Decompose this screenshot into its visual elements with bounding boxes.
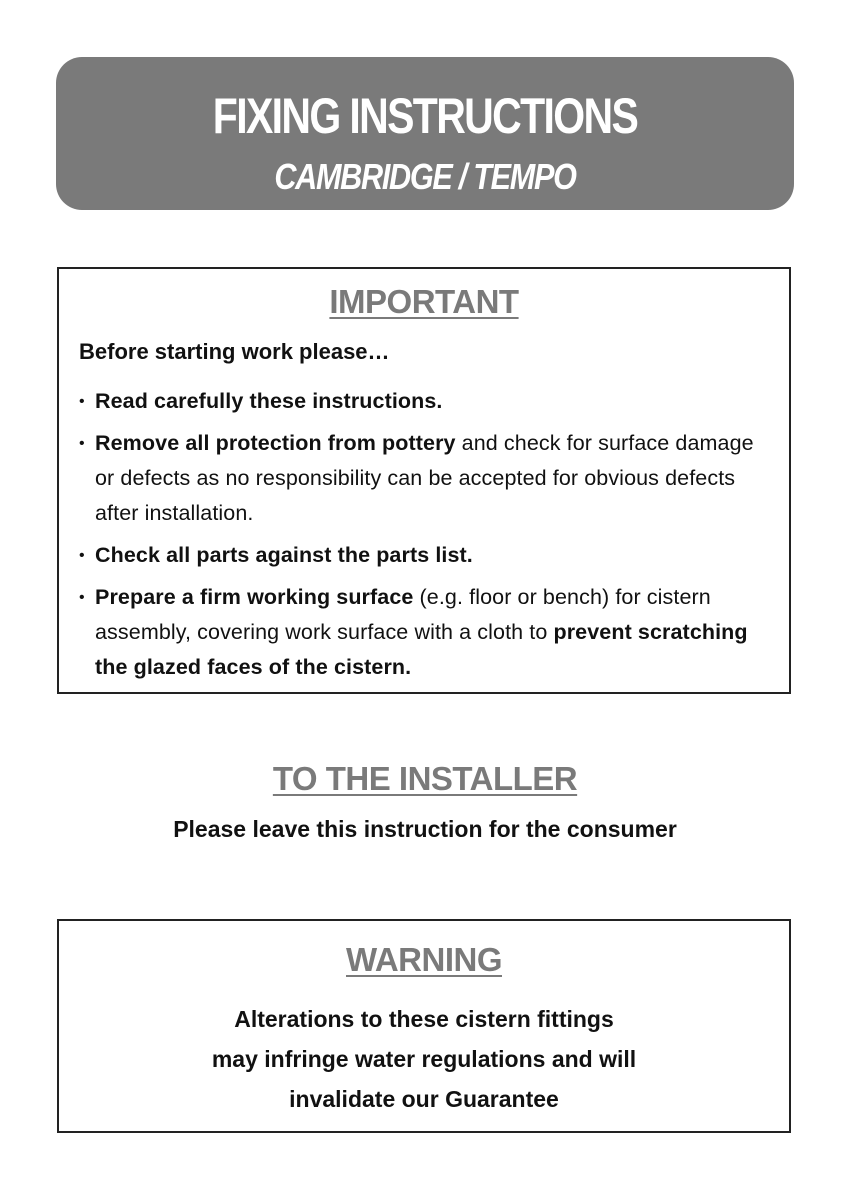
list-item-bold-tail: prevent scratching the glazed faces of the cistern. bbox=[95, 620, 748, 679]
list-item-bold: Read carefully these instructions. bbox=[95, 389, 443, 413]
document-title: FIXING INSTRUCTIONS bbox=[212, 88, 638, 144]
list-item-text: (e.g. floor or bench) for cistern assembly, covering work surface with a cloth to bbox=[95, 585, 711, 644]
list-item bbox=[79, 538, 771, 573]
warning-line: invalidate our Guarantee bbox=[289, 1086, 559, 1112]
warning-line: may infringe water regulations and will bbox=[211, 1046, 637, 1072]
important-heading: IMPORTANT bbox=[329, 283, 519, 320]
warning-heading: WARNING bbox=[346, 941, 502, 978]
list-item-bold: Check all parts against the parts list. bbox=[95, 543, 473, 567]
installer-heading: TO THE INSTALLER bbox=[272, 760, 578, 797]
list-item bbox=[79, 580, 771, 685]
list-item-bold: Prepare a firm working surface bbox=[95, 585, 414, 609]
list-item bbox=[79, 426, 771, 531]
document-subtitle: CAMBRIDGE / TEMPO bbox=[274, 156, 576, 197]
important-list bbox=[79, 384, 771, 692]
important-intro: Before starting work please… bbox=[79, 339, 390, 364]
warning-box bbox=[57, 919, 791, 1133]
warning-line: Alterations to these cistern fittings bbox=[234, 1006, 614, 1032]
list-item bbox=[79, 384, 771, 419]
warning-text bbox=[59, 999, 789, 1119]
installer-text: Please leave this instruction for the consumer bbox=[173, 816, 677, 842]
list-item-text: and check for surface damage or defects as no responsibility can be accepted for obvious defects after installation. bbox=[95, 431, 754, 525]
important-box bbox=[57, 267, 791, 694]
title-banner bbox=[56, 57, 794, 210]
list-item-bold: Remove all protection from pottery bbox=[95, 431, 456, 455]
